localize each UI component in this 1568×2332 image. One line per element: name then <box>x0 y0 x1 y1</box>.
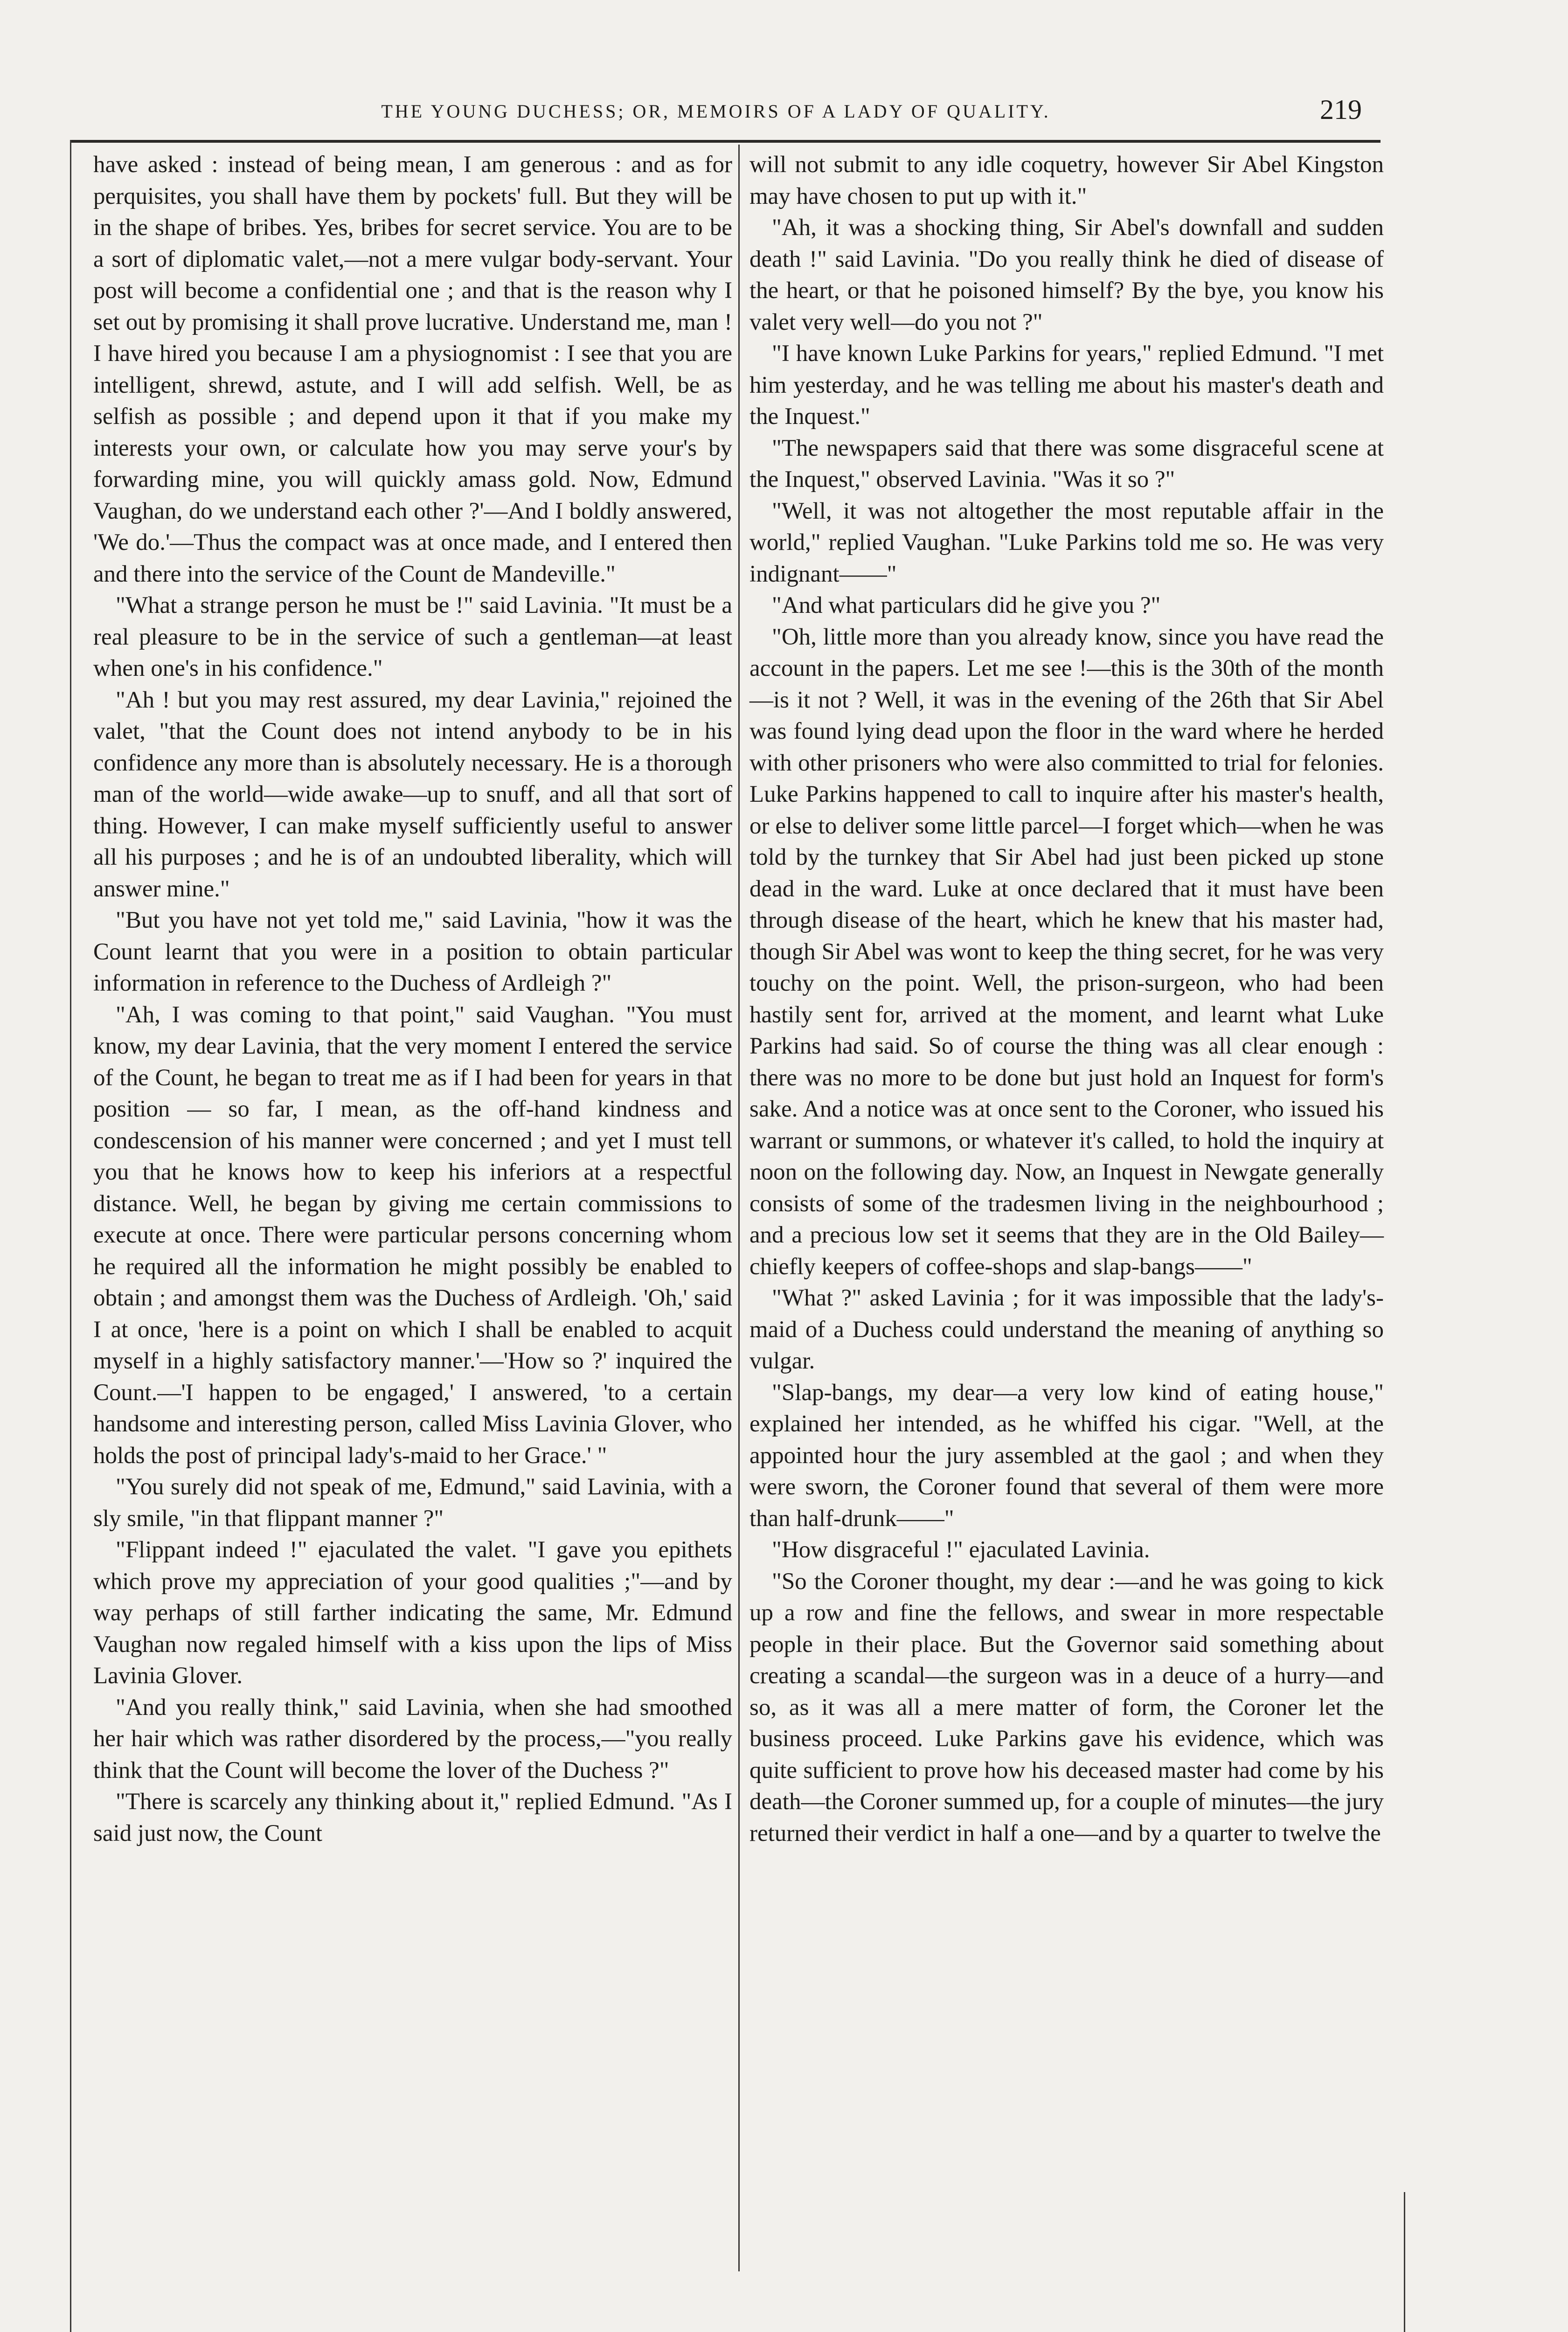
running-title: THE YOUNG DUCHESS; OR, MEMOIRS OF A LADY OF QUALITY. <box>381 101 1051 122</box>
paragraph: "Ah, I was coming to that point," said Vaughan. "You must know, my dear Lavinia, that the very moment I entered the service of the Count, he began to treat me as if I had been for years in that position — so far, I mean, as the off-hand kindness and condescension of his manner were concerned ; and yet I must tell you that he knows how to keep his inferiors at a respectful distance. Well, he began by giving me certain commissions to execute at once. There were particular persons concerning whom he required all the information he might possibly be enabled to obtain ; and amongst them was the Duchess of Ardleigh. 'Oh,' said I at once, 'here is a point on which I shall be enabled to acquit myself in a highly satisfactory manner.'—'How so ?' inquired the Count.—'I happen to be engaged,' I answered, 'to a certain handsome and interesting person, called Miss Lavinia Glover, who holds the post of principal lady's-maid to her Grace.' " <box>93 1001 732 1469</box>
paragraph: "The newspapers said that there was some disgraceful scene at the Inquest," observed Lavinia. "Was it so ?" <box>749 435 1384 493</box>
paragraph: "Ah, it was a shocking thing, Sir Abel's downfall and sudden death !" said Lavinia. "Do you really think he died of disease of the heart, or that he poisoned himself? By the bye, you know his valet very well—do you not ?" <box>749 215 1384 335</box>
paragraph: have asked : instead of being mean, I am generous : and as for perquisites, you shall have them by pockets' full. But they will be in the shape of bribes. Yes, bribes for secret service. You are to be a sort of diplomatic valet,—not a mere vulgar body-servant. Your post will become a confidential one ; and that is the reason why I set out by promising it shall prove lucrative. Understand me, man ! I have hired you because I am a physiognomist : I see that you are intelligent, shrewd, astute, and I will add selfish. Well, be as selfish as possible ; and depend upon it that if you make my interests your own, or calculate how you may serve your's by forwarding mine, you will quickly amass gold. Now, Edmund Vaughan, do we understand each other ?'—And I boldly answered, 'We do.'—Thus the compact was at once made, and I entered then and there into the service of the Count de Mandeville." <box>93 152 732 587</box>
paragraph: "There is scarcely any thinking about it," replied Edmund. "As I said just now, the Count <box>93 1789 732 1846</box>
running-header <box>70 96 1362 133</box>
paragraph: "Ah ! but you may rest assured, my dear Lavinia," rejoined the valet, "that the Count does not intend anybody to be in his confidence any more than is absolutely necessary. He is a thorough man of the world—wide awake—up to snuff, and all that sort of thing. However, I can make myself sufficiently useful to answer all his purposes ; and he is of an undoubted liberality, which will answer mine." <box>93 687 732 902</box>
paragraph: "And you really think," said Lavinia, when she had smoothed her hair which was rather disordered by the process,—"you really think that the Count will become the lover of the Duchess ?" <box>93 1694 732 1784</box>
paragraph: "How disgraceful !" ejaculated Lavinia. <box>772 1537 1150 1563</box>
paragraph: "You surely did not speak of me, Edmund," said Lavinia, with a sly smile, "in that flippant manner ?" <box>93 1474 732 1532</box>
paragraph: "Oh, little more than you already know, since you have read the account in the papers. Let me see !—this is the 30th of the month—is it not ? Well, it was in the evening of the 26th that Sir Abel was found lying dead upon the floor in the ward where he herded with other prisoners who were also committed to trial for felonies. Luke Parkins happened to call to inquire after his master's health, or else to deliver some little parcel—I forget which—when he was told by the turnkey that Sir Abel had just been picked up stone dead in the ward. Luke at once declared that it must have been through disease of the heart, which he knew that his master had, though Sir Abel was wont to keep the thing secret, for he was very touchy on the point. Well, the prison-surgeon, who had been hastily sent for, arrived at the moment, and learnt what Luke Parkins had said. So of course the thing was all clear enough : there was no more to be done but just hold an Inquest for form's sake. And a notice was at once sent to the Coroner, who issued his warrant or summons, or whatever it's called, to hold the inquiry at noon on the following day. Now, an Inquest in Newgate generally consists of some of the tradesmen living in the neighbourhood ; and a precious low set it seems that they are in the Old Bailey—chiefly keepers of coffee-shops and slap-bangs——" <box>749 624 1384 1280</box>
paragraph: will not submit to any idle coquetry, however Sir Abel Kingston may have chosen to put up with it." <box>749 152 1384 209</box>
paragraph: "Well, it was not altogether the most reputable affair in the world," replied Vaughan. "Luke Parkins told me so. He was very indignant——" <box>749 498 1384 587</box>
paragraph: "What a strange person he must be !" said Lavinia. "It must be a real pleasure to be in the service of such a gentleman—at least when one's in his confidence." <box>93 592 732 681</box>
left-margin-rule <box>70 140 71 2332</box>
right-column <box>749 149 1384 1849</box>
paragraph: "But you have not yet told me," said Lavinia, "how it was the Count learnt that you were in a position to obtain particular information in reference to the Duchess of Ardleigh ?" <box>93 907 732 996</box>
paragraph: "Flippant indeed !" ejaculated the valet. "I gave you epithets which prove my appreciation of your good qualities ;"—and by way perhaps of still farther indicating the same, Mr. Edmund Vaughan now regaled himself with a kiss upon the lips of Miss Lavinia Glover. <box>93 1537 732 1689</box>
right-margin-rule <box>1404 2192 1405 2332</box>
header-rule <box>70 140 1381 143</box>
paragraph: "What ?" asked Lavinia ; for it was impossible that the lady's-maid of a Duchess could understand the meaning of anything so vulgar. <box>749 1285 1384 1374</box>
paragraph: "And what particulars did he give you ?" <box>772 592 1161 618</box>
column-divider <box>738 145 740 2271</box>
paragraph: "Slap-bangs, my dear—a very low kind of eating house," explained her intended, as he whiffed his cigar. "Well, at the appointed hour the jury assembled at the gaol ; and when they were sworn, the Coroner found that several of them were more than half-drunk——" <box>749 1379 1384 1532</box>
left-column <box>93 149 732 1849</box>
paragraph: "So the Coroner thought, my dear :—and he was going to kick up a row and fine the fellows, and swear in more respectable people in their place. But the Governor said something about creating a scandal—the surgeon was in a deuce of a hurry—and so, as it was all a mere matter of form, the Coroner let the business proceed. Luke Parkins gave his evidence, which was quite sufficient to prove how his deceased master had come by his death—the Coroner summed up, for a couple of minutes—the jury returned their verdict in half a one—and by a quarter to twelve the <box>749 1568 1384 1846</box>
page-number: 219 <box>1320 94 1362 125</box>
paragraph: "I have known Luke Parkins for years," replied Edmund. "I met him yesterday, and he was telling me about his master's death and the Inquest." <box>749 340 1384 430</box>
